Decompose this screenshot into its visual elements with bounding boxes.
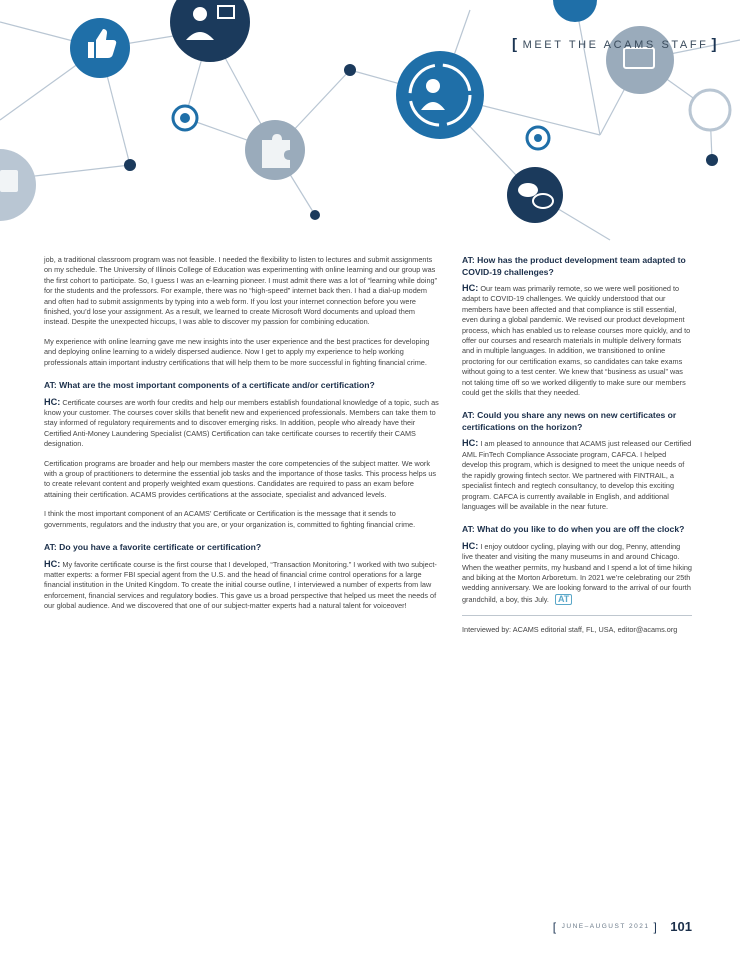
answer — [462, 283, 692, 398]
question-text: How has the product development team adapted to COVID-19 challenges? — [462, 255, 686, 277]
question — [462, 524, 692, 536]
question-text: Could you share any news on new certificates or certifications on the horizon? — [462, 410, 677, 432]
target-icon — [553, 0, 597, 22]
question — [462, 255, 692, 278]
divider — [462, 615, 692, 616]
speaker-label: AT: — [462, 255, 475, 265]
answer-text: Certificate courses are worth four credits and help our members establish foundational knowledge of a topic, such as know your customer. The courses cover skills that benefit new and experienced professionals. Members can take them to stay informed of regulatory requirements and to discover emerging risks. In addition, people who already have their Certified Anti-Money Laundering Specialist (CAMS) Certification can take certificate courses to recertify their CAMS designation. — [44, 397, 439, 449]
paragraph: I think the most important component of an ACAMS’ Certificate or Certification is the message that it sends to governments, regulators and the industry that you are, or your organization is, committed to fighting financial crime. — [44, 509, 416, 529]
classroom-icon — [170, 0, 250, 62]
answer-text: I enjoy outdoor cycling, playing with our dog, Penny, attending live theater and visiting the many museums in and around Chicago. When the weather permits, my husband and I spend a lot of time hiking and biking at the Morton Arboretum. In 2021 we’re celebrating our 25th wedding anniversary. We are looking forward to the arrival of our fourth grandchild, a boy, this July. — [462, 541, 692, 604]
end-mark-icon: AT — [555, 594, 572, 605]
question — [462, 410, 692, 433]
issue-label — [553, 920, 659, 934]
answer — [462, 541, 692, 605]
answer-text: Our team was primarily remote, so we were well positioned to adapt to COVID-19 challenges. We quickly understood that our members have been affected and that compliance is still essential, even during a global pandemic. We revised our product development process, which has enabled us to release courses more quickly, and to offer our courses and research materials in multiple delivery formats and in multiple languages. In addition, we transitioned to online proctoring for our certification exams, so candidates can take exams without going to a test center. We knew that “business as usual” was not taking time off so we worked diligently to make sure our members could get the skills that they needed. — [462, 284, 691, 398]
speaker-label: HC: — [462, 283, 479, 293]
speaker-label: AT: — [462, 410, 475, 421]
speaker-label: HC: — [462, 540, 479, 551]
section-label: MEET THE ACAMS STAFF — [522, 38, 709, 51]
answer — [462, 438, 692, 512]
bracket-left: [ — [552, 919, 558, 934]
speaker-label: HC: — [44, 558, 61, 569]
question — [44, 542, 439, 554]
answer-text: My favorite certificate course is the first course that I developed, “Transaction Monitoring.” I worked with two subject-matter experts: a former FBI special agent from the U.S. and the head of financial crime control operations for a large financial institution in the United Kingdom. To create the initial course outline, I interviewed a number of experts from law enforcement, financial services and regulatory bodies. This gave us a broad perspective that helped us meet the needs of our global audience. And we discovered that one of our subject-matter experts had a natural talent for voiceover! — [44, 559, 437, 611]
question — [44, 380, 439, 392]
question-text: Do you have a favorite certificate or certification? — [59, 542, 262, 553]
paragraph: Certification programs are broader and help our members master the core competencies of the subject matter. We work with a group of practitioners to determine the essential job tasks and the importance of those tasks. This process helps us to create relevant content and properly weighted exam questions. Candidates are required to pass an exam before attaining their certification. ACAMS provides certifications at the associate, specialist and advanced levels. — [44, 458, 437, 499]
interview-credit: Interviewed by: ACAMS editorial staff, FL, USA, editor@acams.org — [462, 625, 678, 635]
page-number: 101 — [670, 919, 692, 934]
left-column — [44, 255, 439, 621]
question-text: What do you like to do when you are off the clock? — [477, 524, 685, 535]
answer — [44, 397, 439, 450]
speaker-label: HC: — [44, 396, 61, 407]
bracket-left: [ — [512, 36, 520, 53]
bracket-right: ] — [653, 919, 659, 934]
issue-text: JUNE–AUGUST 2021 — [561, 923, 650, 930]
right-column — [462, 255, 692, 636]
speaker-label: AT: — [44, 542, 57, 553]
answer — [44, 559, 439, 612]
section-tag — [512, 36, 719, 53]
answer-text: I am pleased to announce that ACAMS just released our Certified AML FinTech Compliance Associate program, CAFCA. I helped develop this program, which is designed to meet the unique needs of the rapidly growing fintech sector. We partnered with FINTRAIL, a specialist fintech and regtech consultancy, to develop this exciting program. CAFCA is currently available in English, and additional languages will be available in the near future. — [462, 439, 692, 511]
question-text: What are the most important components of a certificate and/or certification? — [59, 380, 375, 391]
paragraph: job, a traditional classroom program was not feasible. I needed the flexibility to listen to lectures and submit assignments on my schedule. The University of Illinois College of Education was experimenting with online learning and our group was the first cohort to participate. So, I guess I was an e-learning pioneer. I must admit there was a lot of “learning while doing” for the students and the professors. For example, there was no “high-speed” internet back then. I had a dial-up modem and often had to submit assignments by typing into a web form. If you lost your internet connection before you were finished, you’d lose your assignment. As a result, we learned to create Microsoft Word documents and upload them instead. Despite the unexpected hiccups, I was able to discover my passion for combining education. — [44, 255, 438, 327]
footer — [553, 919, 692, 934]
speaker-label: AT: — [462, 524, 475, 535]
speaker-label: AT: — [44, 380, 57, 391]
chat-icon — [507, 167, 563, 223]
speaker-label: HC: — [462, 438, 479, 449]
bracket-right: ] — [711, 36, 720, 53]
paragraph: My experience with online learning gave me new insights into the user experience and the best practices for developing and deploying online learning to a widely dispersed audience. Now I get to apply my experience to help working professionals attain important industry certifications that will help them to be more successful in fighting financial crime. — [44, 336, 430, 367]
